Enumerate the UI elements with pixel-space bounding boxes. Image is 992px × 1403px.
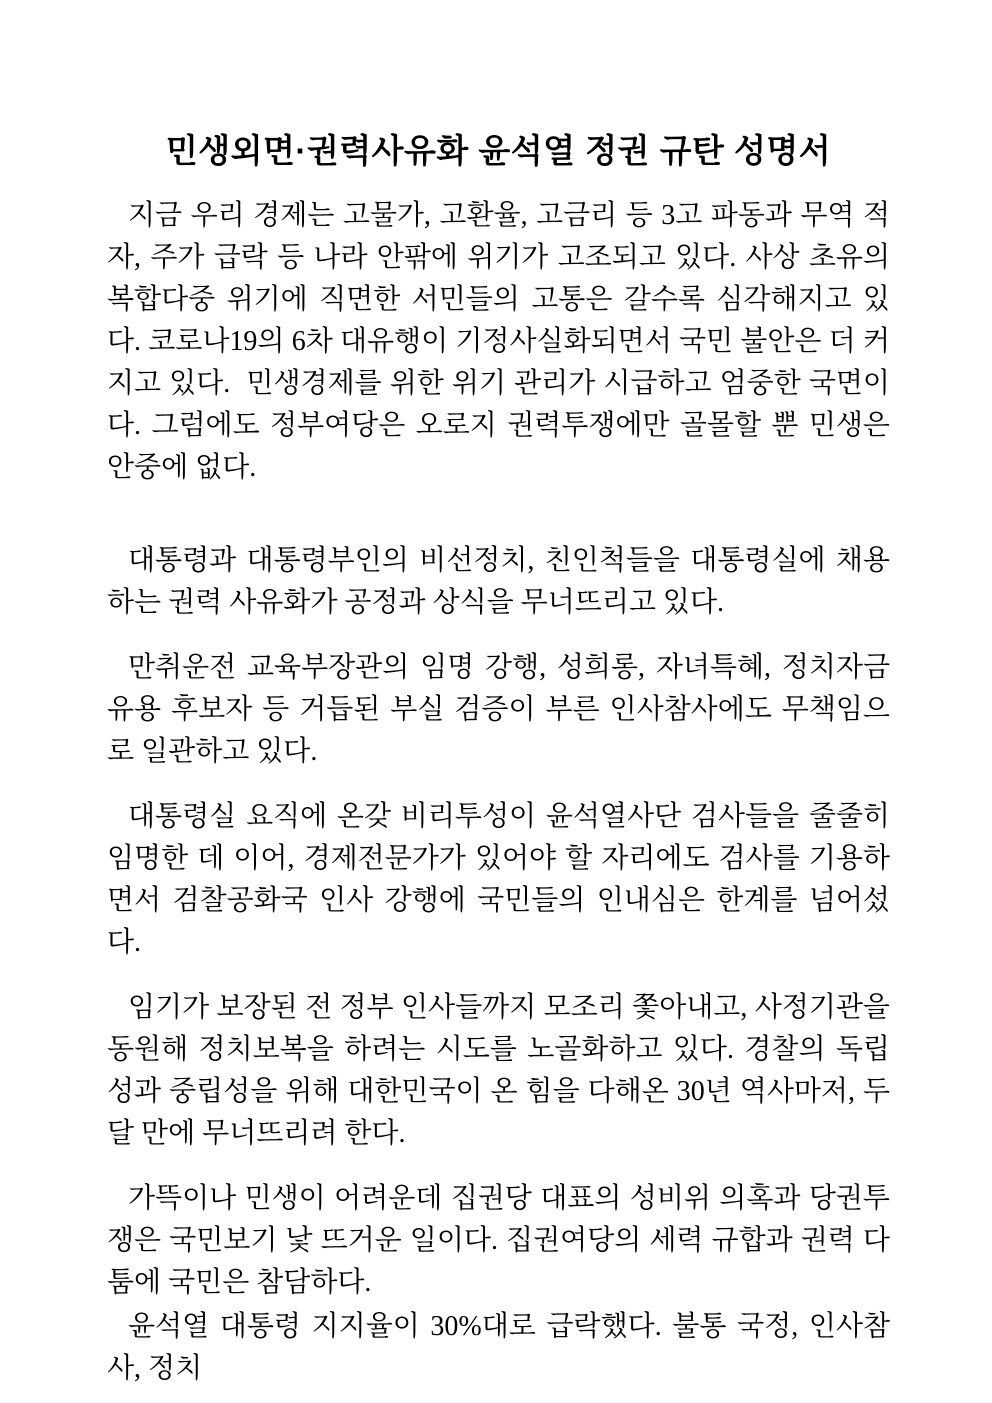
statement-paragraph: 임기가 보장된 전 정부 인사들까지 모조리 쫓아내고, 사정기관을 동원해 정치보복을 하려는 시도를 노골화하고 있다. 경찰의 독립성과 중립성을 위해 대한민국이 온 힘을 다해온 30년 역사마저, 두달 만에 무너뜨리려 한다.	[107, 992, 897, 1149]
statement-paragraph: 대통령실 요직에 온갖 비리투성이 윤석열사단 검사들을 줄줄히 임명한 데 이어, 경제전문가가 있어야 할 자리에도 검사를 기용하면서 검찰공화국 인사 강행에 국민들의 인내심은 한계를 넘어섰다.	[107, 801, 897, 958]
statement-paragraph: 대통령과 대통령부인의 비선정치, 친인척들을 대통령실에 채용하는 권력 사유화가 공정과 상식을 무너뜨리고 있다.	[107, 545, 890, 618]
statement-paragraph: 만취운전 교육부장관의 임명 강행, 성희롱, 자녀특혜, 정치자금 유용 후보자 등 거듭된 부실 검증이 부른 인사참사에도 무책임으로 일관하고 있다.	[107, 652, 897, 767]
statement-paragraph: 지금 우리 경제는 고물가, 고환율, 고금리 등 3고 파동과 무역 적자, 주가 급락 등 나라 안팎에 위기가 고조되고 있다. 사상 초유의 복합다중 위기에 직면한 서민들의 고통은 갈수록 심각해지고 있다. 코로나19의 6차 대유행이 기정사실화되면서 국민 불안은 더 커지고 있다. 민생경제를 위한 위기 관리가 시급하고 엄중한 국면이다. 그럼에도 정부여당은 오로지 권력투쟁에만 골몰할 뿐 민생은 안중에 없다.	[107, 200, 897, 483]
statement-paragraph: 윤석열 대통령 지지율이 30%대로 급락했다. 불통 국정, 인사참사, 정치	[107, 1311, 890, 1384]
document-title: 민생외면·권력사유화 윤석열 정권 규탄 성명서	[165, 132, 832, 169]
statement-paragraph: 가뜩이나 민생이 어려운데 집권당 대표의 성비위 의혹과 당권투쟁은 국민보기 낯 뜨거운 일이다. 집권여당의 세력 규합과 권력 다툼에 국민은 참담하다.	[107, 1183, 890, 1298]
